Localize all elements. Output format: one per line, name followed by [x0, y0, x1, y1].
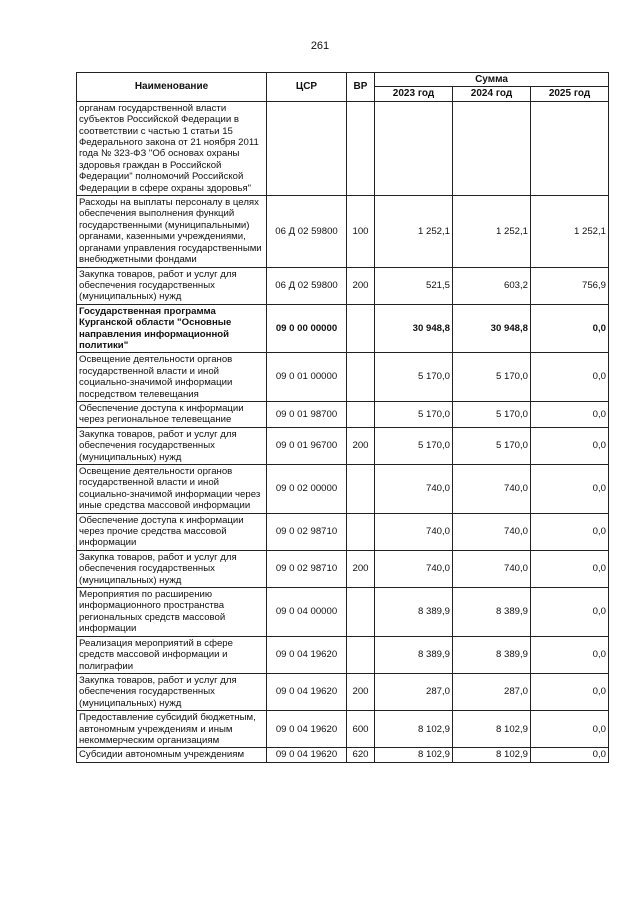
header-name: Наименование — [77, 73, 267, 102]
row-2024-cell: 8 102,9 — [453, 711, 531, 748]
row-vr-cell: 200 — [347, 427, 375, 464]
row-2025-cell: 0,0 — [531, 748, 609, 762]
row-2024-cell: 1 252,1 — [453, 196, 531, 267]
row-2025-cell: 1 252,1 — [531, 196, 609, 267]
row-2024-cell: 8 389,9 — [453, 636, 531, 673]
row-name-cell: Расходы на выплаты персоналу в целях обеспечения выполнения функций государственными (муниципальными) органами, казенными учреждениями, органами управления государственными внебюджетными фондами — [77, 196, 267, 267]
header-csr: ЦСР — [267, 73, 347, 102]
row-csr-cell: 09 0 00 00000 — [267, 304, 347, 353]
row-vr-cell — [347, 353, 375, 402]
row-2024-cell: 30 948,8 — [453, 304, 531, 353]
row-2024-cell: 5 170,0 — [453, 353, 531, 402]
row-csr-cell: 09 0 04 19620 — [267, 636, 347, 673]
row-vr-cell — [347, 101, 375, 195]
row-2024-cell: 8 389,9 — [453, 588, 531, 637]
row-name-cell: Освещение деятельности органов государственной власти и иной социально-значимой информации посредством телевещания — [77, 353, 267, 402]
row-2024-cell: 603,2 — [453, 267, 531, 304]
row-2024-cell: 740,0 — [453, 550, 531, 587]
row-name-cell: Предоставление субсидий бюджетным, автономным учреждениям и иным некоммерческим организациям — [77, 711, 267, 748]
row-csr-cell: 09 0 04 19620 — [267, 711, 347, 748]
table-row — [77, 465, 609, 514]
row-vr-cell: 100 — [347, 196, 375, 267]
row-2025-cell: 756,9 — [531, 267, 609, 304]
row-csr-cell: 09 0 04 19620 — [267, 673, 347, 710]
row-2025-cell: 0,0 — [531, 550, 609, 587]
row-csr-cell: 09 0 02 98710 — [267, 513, 347, 550]
row-2025-cell: 0,0 — [531, 353, 609, 402]
row-2023-cell — [375, 101, 453, 195]
row-2023-cell: 5 170,0 — [375, 401, 453, 427]
row-2023-cell: 8 389,9 — [375, 636, 453, 673]
row-2024-cell: 740,0 — [453, 465, 531, 514]
row-vr-cell — [347, 304, 375, 353]
row-name-cell: Реализация мероприятий в сфере средств массовой информации и полиграфии — [77, 636, 267, 673]
header-sum: Сумма — [375, 73, 609, 87]
row-2023-cell: 8 102,9 — [375, 711, 453, 748]
table-row — [77, 427, 609, 464]
row-2023-cell: 5 170,0 — [375, 427, 453, 464]
row-name-cell: органам государственной власти субъектов Российской Федерации в соответствии с частью 1 статьи 15 Федерального закона от 21 ноября 2011 года № 323-ФЗ "Об основах охраны здоровья граждан в Российской Федерации" полномочий Российской Федерации в сфере охраны здоровья" — [77, 101, 267, 195]
row-name-cell: Закупка товаров, работ и услуг для обеспечения государственных (муниципальных) нужд — [77, 673, 267, 710]
row-name-cell: Мероприятия по расширению информационного пространства региональных средств массовой информации — [77, 588, 267, 637]
row-name-cell: Закупка товаров, работ и услуг для обеспечения государственных (муниципальных) нужд — [77, 267, 267, 304]
row-2025-cell: 0,0 — [531, 401, 609, 427]
row-name-cell: Субсидии автономным учреждениям — [77, 748, 267, 762]
table-row — [77, 711, 609, 748]
row-vr-cell — [347, 401, 375, 427]
row-2024-cell: 5 170,0 — [453, 427, 531, 464]
table-row — [77, 513, 609, 550]
table-row — [77, 101, 609, 195]
row-2024-cell — [453, 101, 531, 195]
header-2024: 2024 год — [453, 87, 531, 101]
table-row — [77, 673, 609, 710]
row-vr-cell — [347, 513, 375, 550]
row-vr-cell: 200 — [347, 673, 375, 710]
row-2024-cell: 287,0 — [453, 673, 531, 710]
row-csr-cell: 09 0 02 98710 — [267, 550, 347, 587]
row-vr-cell — [347, 588, 375, 637]
row-name-cell: Освещение деятельности органов государственной власти и иной социально-значимой информации через иные средства массовой информации — [77, 465, 267, 514]
table-row — [77, 550, 609, 587]
row-2023-cell: 8 102,9 — [375, 748, 453, 762]
table-row — [77, 353, 609, 402]
row-vr-cell — [347, 636, 375, 673]
row-2023-cell: 30 948,8 — [375, 304, 453, 353]
header-vr: ВР — [347, 73, 375, 102]
budget-table — [76, 72, 609, 763]
row-2025-cell: 0,0 — [531, 711, 609, 748]
header-2023: 2023 год — [375, 87, 453, 101]
table-row — [77, 196, 609, 267]
header-2025: 2025 год — [531, 87, 609, 101]
row-name-cell: Закупка товаров, работ и услуг для обеспечения государственных (муниципальных) нужд — [77, 550, 267, 587]
row-2025-cell: 0,0 — [531, 465, 609, 514]
table-row — [77, 267, 609, 304]
row-2024-cell: 5 170,0 — [453, 401, 531, 427]
row-2025-cell: 0,0 — [531, 673, 609, 710]
row-vr-cell: 200 — [347, 267, 375, 304]
row-name-cell: Закупка товаров, работ и услуг для обеспечения государственных (муниципальных) нужд — [77, 427, 267, 464]
row-2023-cell: 8 389,9 — [375, 588, 453, 637]
row-csr-cell — [267, 101, 347, 195]
row-csr-cell: 06 Д 02 59800 — [267, 196, 347, 267]
row-2025-cell: 0,0 — [531, 427, 609, 464]
row-name-cell: Государственная программа Курганской области "Основные направления информационной политики" — [77, 304, 267, 353]
row-2023-cell: 740,0 — [375, 550, 453, 587]
row-name-cell: Обеспечение доступа к информации через прочие средства массовой информации — [77, 513, 267, 550]
row-csr-cell: 06 Д 02 59800 — [267, 267, 347, 304]
header-row — [77, 73, 609, 87]
table-row — [77, 304, 609, 353]
row-vr-cell: 600 — [347, 711, 375, 748]
row-vr-cell — [347, 465, 375, 514]
table-row — [77, 588, 609, 637]
row-2025-cell: 0,0 — [531, 636, 609, 673]
row-csr-cell: 09 0 01 96700 — [267, 427, 347, 464]
row-2025-cell: 0,0 — [531, 513, 609, 550]
row-csr-cell: 09 0 04 19620 — [267, 748, 347, 762]
row-2023-cell: 1 252,1 — [375, 196, 453, 267]
row-2023-cell: 287,0 — [375, 673, 453, 710]
row-2023-cell: 5 170,0 — [375, 353, 453, 402]
row-name-cell: Обеспечение доступа к информации через региональное телевещание — [77, 401, 267, 427]
row-2023-cell: 521,5 — [375, 267, 453, 304]
table-row — [77, 401, 609, 427]
row-csr-cell: 09 0 04 00000 — [267, 588, 347, 637]
row-vr-cell: 620 — [347, 748, 375, 762]
row-2024-cell: 8 102,9 — [453, 748, 531, 762]
table-body — [77, 101, 609, 762]
row-2024-cell: 740,0 — [453, 513, 531, 550]
table-row — [77, 748, 609, 762]
row-csr-cell: 09 0 01 98700 — [267, 401, 347, 427]
row-vr-cell: 200 — [347, 550, 375, 587]
table-row — [77, 636, 609, 673]
row-2023-cell: 740,0 — [375, 513, 453, 550]
row-2025-cell — [531, 101, 609, 195]
row-2025-cell: 0,0 — [531, 588, 609, 637]
page-number: 261 — [310, 40, 330, 52]
row-csr-cell: 09 0 02 00000 — [267, 465, 347, 514]
row-2023-cell: 740,0 — [375, 465, 453, 514]
row-2025-cell: 0,0 — [531, 304, 609, 353]
row-csr-cell: 09 0 01 00000 — [267, 353, 347, 402]
